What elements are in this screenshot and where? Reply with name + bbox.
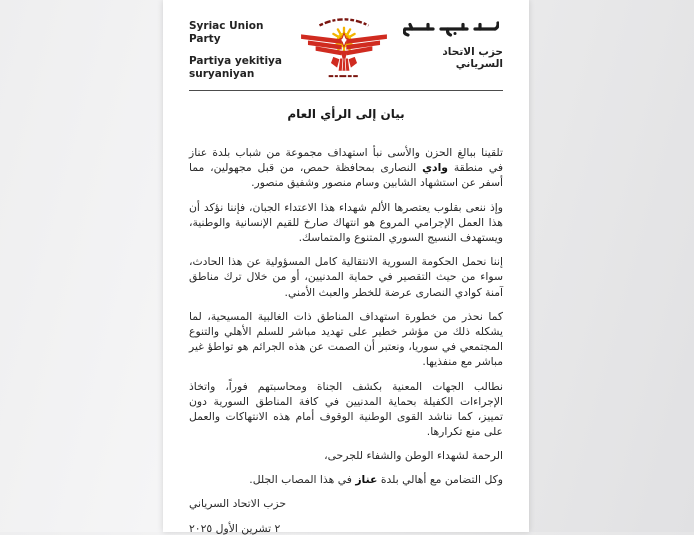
party-emblem-eagle-icon [298,14,390,81]
closing-line-solidarity [189,472,503,487]
letterhead-divider [189,90,503,91]
signature-block [189,497,503,535]
paragraph-2: وإذ ننعى بقلوب يعتصرها الألم شهداء هذا الاعتداء الجبان، فإننا نؤكد أن هذا العمل الإجرامي المروع هو انتهاك صارخ للقيم الإنسانية والوطنية، ويستهدف النسيج السوري المتنوع والمتماسك. [189,200,503,245]
document-page [163,0,529,535]
solidarity-bold-town: عناز [355,472,378,486]
paragraph-1-text: تلقينا ببالغ الحزن والأسى نبأ استهداف مجموعة من شباب بلدة عناز في منطقة [189,146,503,175]
party-name-eastern [403,12,503,70]
signature-party-name: حزب الاتحاد السرياني [189,496,287,510]
party-name-kurdish-line1: Partiya yekitiya [189,55,282,68]
paragraph-4: كما نحذر من خطورة استهداف المناطق ذات الغالبية المسيحية، لما يشكله ذلك من مؤشر خطير على تهديد مباشر للسلم الأهلي والتنوع المجتمعي في سوريا، ونعتبر أن الصمت عن هذه الجرائم هو تواطؤ غير مباشر مع منفذيها. [189,309,503,369]
solidarity-text: وكل التضامن مع أهالي بلدة [377,472,503,486]
paragraph-1-text-cont: النصارى بمحافظة حمص، من قبل مجهولين، مما أسفر عن استشهاد الشابين وسام منصور وشفيق منصور. [189,161,503,190]
party-name-latin [189,12,285,82]
closing-line-mercy: الرحمة لشهداء الوطن والشفاء للجرحى، [324,449,503,463]
emblem-arched-text [319,19,368,25]
paragraph-1-bold-word: وادي [422,161,448,175]
paragraph-1 [189,145,503,191]
signature-date: ٢ تشرين الأول ٢٠٢٥ [189,521,281,535]
document-content [163,0,529,535]
paragraph-3: إننا نحمل الحكومة السورية الانتقالية كامل المسؤولية عن هذا الحادث، سواء من حيث التقصير في حماية المدنيين، أو من خلال ترك مناطق آمنة كوادي النصارى عرضة للخطر والعبث الأمني. [189,255,503,299]
statement-title: بيان إلى الرأي العام [287,107,405,121]
party-name-arabic: حزب الاتحاد السرياني [442,46,503,70]
party-name-kurdish-line2: suryaniyan [189,68,255,81]
paragraph-5: نطالب الجهات المعنية بكشف الجناة ومحاسبتهم فوراً، واتخاذ الإجراءات الكفيلة بحماية المدنيين في كافة المناطق السورية دون تمييز، كما نناشد القوى الوطنية الوقوف أمام هذه الانتهاكات والعمل على منع تكرارها. [189,379,503,439]
solidarity-text-cont: في هذا المصاب الجلل. [249,472,356,486]
party-name-english: Syriac Union Party [189,20,264,46]
letterhead [189,12,503,82]
party-name-syriac-text [403,20,499,37]
